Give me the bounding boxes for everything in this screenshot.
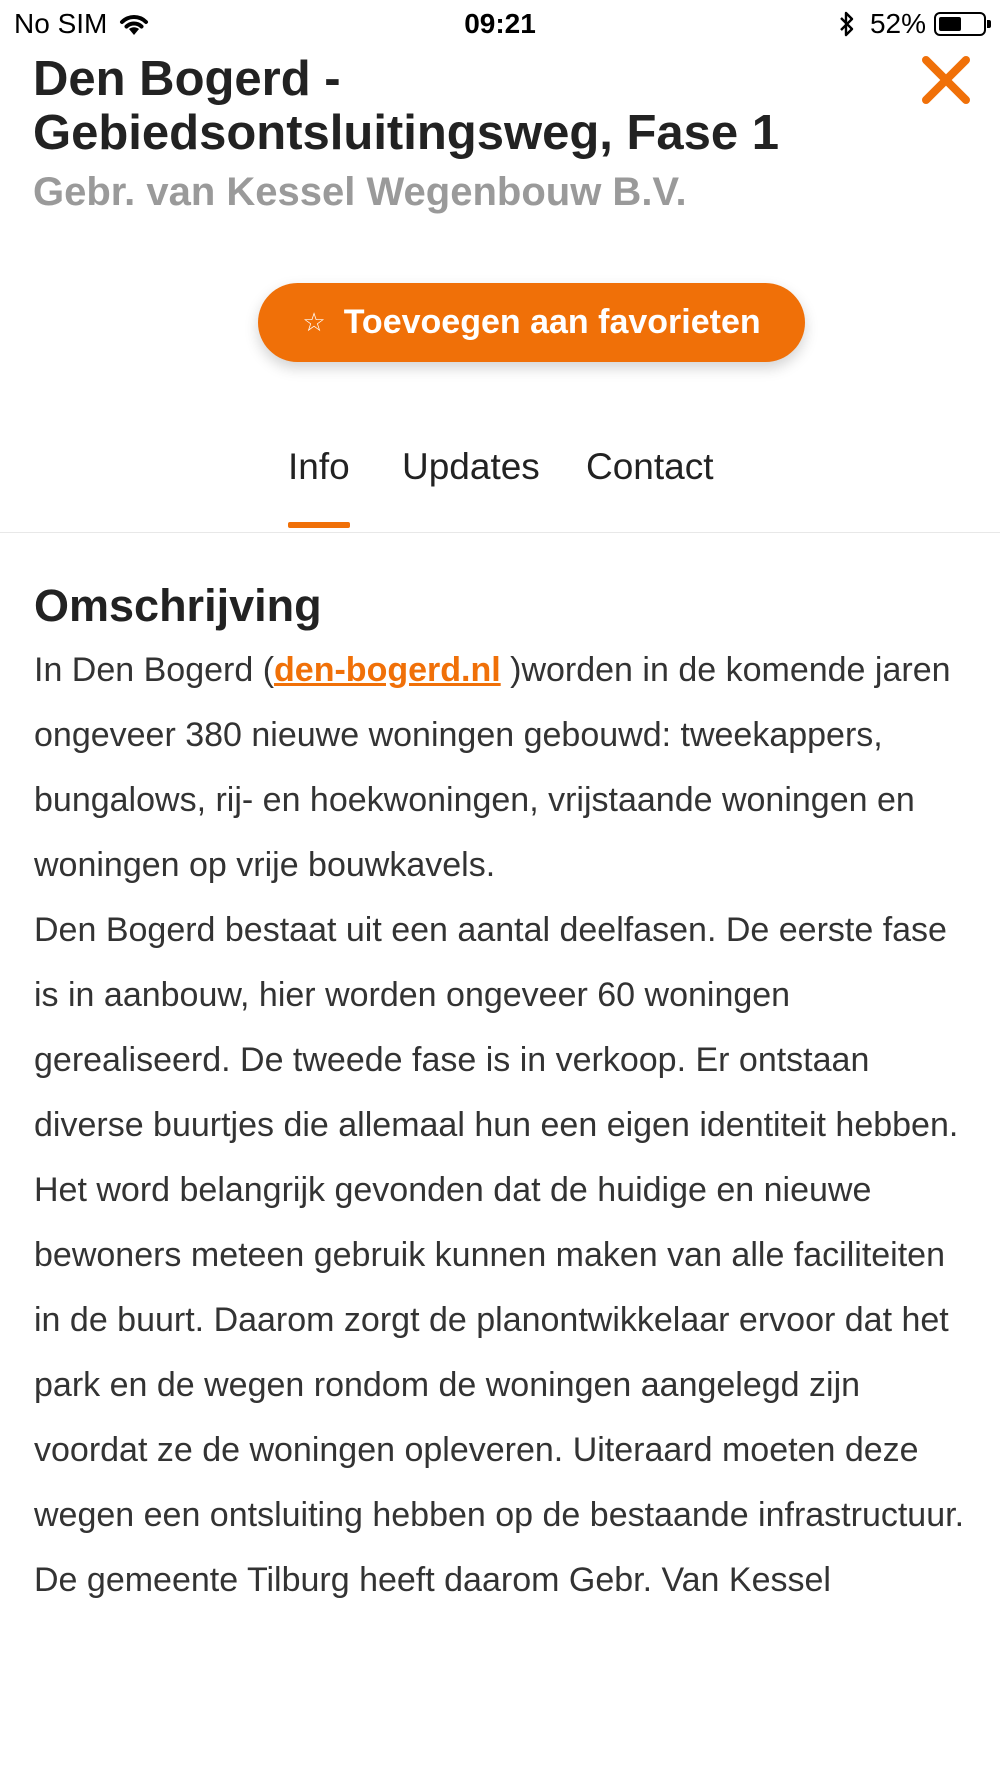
carrier-label: No SIM (14, 8, 108, 39)
battery-fill (939, 17, 961, 31)
add-to-favorites-label: Toevoegen aan favorieten (343, 303, 761, 341)
section-title: Omschrijving (34, 580, 322, 631)
description-paragraph-2: Den Bogerd bestaat uit een aantal deelfasen. De eerste fase is in aanbouw, hier worden ongeveer 60 woningen gerealiseerd. De tweede fase is in verkoop. Er ontstaan diverse buurtjes die allemaal hun een eigen identiteit hebben. (34, 911, 959, 1144)
battery-icon (934, 12, 986, 36)
tab-info[interactable] (288, 446, 350, 488)
tab-contact-label: Contact (586, 446, 714, 487)
description-paragraph-4: De gemeente Tilburg heeft daarom Gebr. Van Kessel (34, 1561, 831, 1599)
description-paragraph-3: Het word belangrijk gevonden dat de huidige en nieuwe bewoners meteen gebruik kunnen maken van alle faciliteiten in de buurt. Daarom zorgt de planontwikkelaar ervoor dat het park en de wegen rondom de woningen aangelegd zijn voordat ze de woningen opleveren. Uiteraard moeten deze wegen een ontsluiting hebben op de bestaande infrastructuur. (34, 1171, 965, 1534)
add-to-favorites-button[interactable] (258, 283, 805, 362)
status-right (838, 8, 986, 40)
den-bogerd-link[interactable]: den-bogerd.nl (274, 651, 501, 689)
tab-updates-label: Updates (402, 446, 540, 487)
tab-contact[interactable] (586, 446, 714, 488)
tab-bar (0, 440, 1000, 533)
battery-percent: 52% (869, 8, 926, 39)
p1-text-after: )worden in de komende jaren ongeveer 380 nieuwe woningen gebouwd: tweekappers, bungalows, rij- en hoekwoningen, vrijstaande woningen en woningen op vrije bouwkavels. (34, 651, 951, 884)
battery-nub (987, 20, 991, 28)
description-paragraph-1 (34, 638, 974, 898)
star-icon: ☆ (302, 307, 326, 337)
bluetooth-icon (838, 10, 856, 38)
tab-info-label: Info (288, 446, 350, 487)
status-bar (0, 0, 1000, 50)
clock: 09:21 (464, 8, 536, 39)
page-title: Den Bogerd - Gebiedsontsluitingsweg, Fase 1 (33, 52, 780, 160)
tab-updates[interactable] (402, 446, 540, 488)
company-subtitle: Gebr. van Kessel Wegenbouw B.V. (33, 170, 687, 214)
active-tab-indicator (288, 522, 350, 528)
info-content (34, 580, 974, 1613)
close-icon[interactable] (918, 52, 974, 108)
p1-text-before: In Den Bogerd ( (34, 651, 275, 689)
